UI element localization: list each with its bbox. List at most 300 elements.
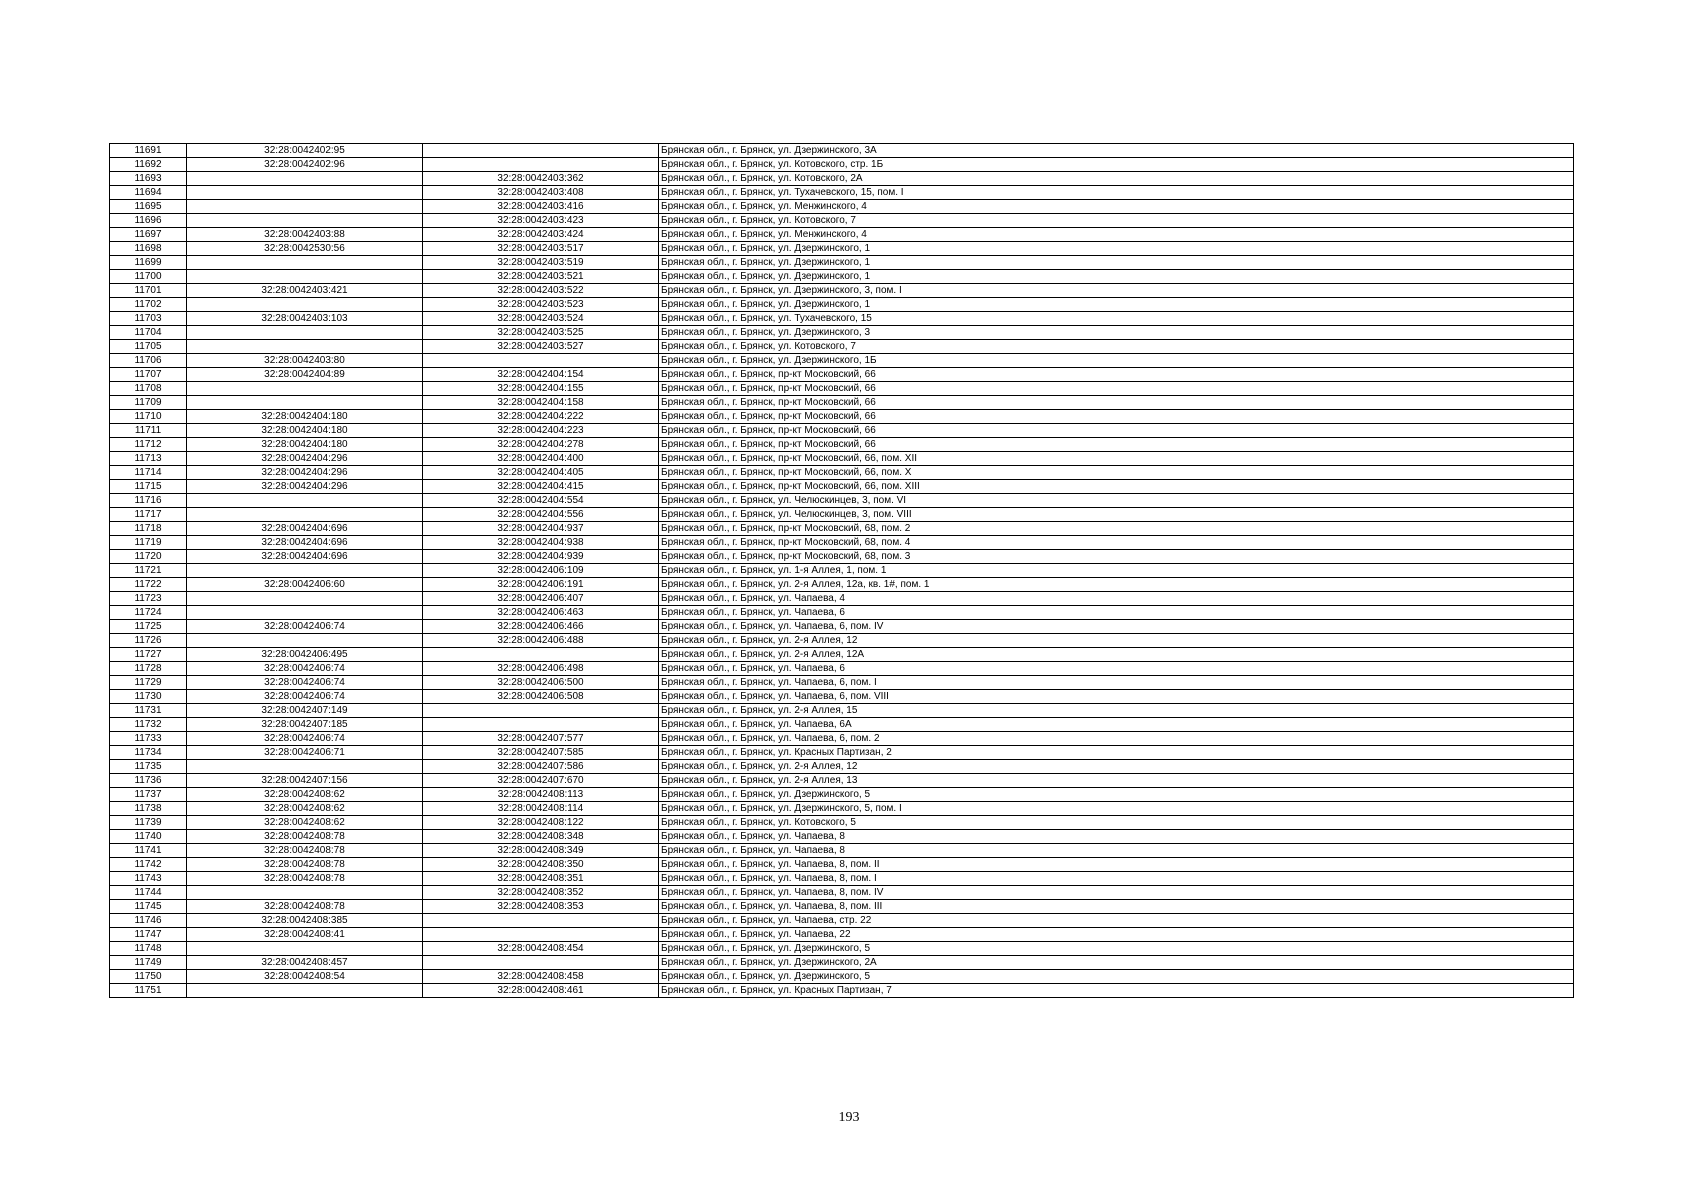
- address-cell: Брянская обл., г. Брянск, ул. 2-я Аллея, 15: [659, 704, 1574, 718]
- row-number-cell: 11726: [110, 634, 187, 648]
- address-cell: Брянская обл., г. Брянск, ул. Чапаева, 6, пом. VIII: [659, 690, 1574, 704]
- land-cadastral-number-cell: 32:28:0042406:74: [187, 690, 423, 704]
- land-cadastral-number-cell: [187, 396, 423, 410]
- address-cell: Брянская обл., г. Брянск, пр-кт Московский, 66, пом. XII: [659, 452, 1574, 466]
- row-number-cell: 11717: [110, 508, 187, 522]
- object-cadastral-number-cell: 32:28:0042408:350: [423, 858, 659, 872]
- table-row: [110, 830, 1574, 844]
- land-cadastral-number-cell: 32:28:0042403:421: [187, 284, 423, 298]
- land-cadastral-number-cell: [187, 592, 423, 606]
- object-cadastral-number-cell: 32:28:0042407:586: [423, 760, 659, 774]
- row-number-cell: 11710: [110, 410, 187, 424]
- land-cadastral-number-cell: 32:28:0042408:385: [187, 914, 423, 928]
- table-row: [110, 984, 1574, 998]
- land-cadastral-number-cell: [187, 760, 423, 774]
- address-cell: Брянская обл., г. Брянск, ул. Тухачевского, 15, пом. I: [659, 186, 1574, 200]
- address-cell: Брянская обл., г. Брянск, ул. Чапаева, стр. 22: [659, 914, 1574, 928]
- address-cell: Брянская обл., г. Брянск, пр-кт Московский, 68, пом. 3: [659, 550, 1574, 564]
- address-cell: Брянская обл., г. Брянск, ул. Дзержинского, 3А: [659, 144, 1574, 158]
- land-cadastral-number-cell: 32:28:0042403:103: [187, 312, 423, 326]
- object-cadastral-number-cell: 32:28:0042403:519: [423, 256, 659, 270]
- object-cadastral-number-cell: 32:28:0042404:223: [423, 424, 659, 438]
- address-cell: Брянская обл., г. Брянск, ул. Чапаева, 8, пом. III: [659, 900, 1574, 914]
- land-cadastral-number-cell: 32:28:0042408:78: [187, 830, 423, 844]
- object-cadastral-number-cell: 32:28:0042403:517: [423, 242, 659, 256]
- object-cadastral-number-cell: 32:28:0042408:349: [423, 844, 659, 858]
- object-cadastral-number-cell: 32:28:0042406:488: [423, 634, 659, 648]
- object-cadastral-number-cell: [423, 956, 659, 970]
- table-row: [110, 284, 1574, 298]
- address-cell: Брянская обл., г. Брянск, ул. Дзержинского, 1Б: [659, 354, 1574, 368]
- object-cadastral-number-cell: 32:28:0042403:424: [423, 228, 659, 242]
- land-cadastral-number-cell: 32:28:0042406:74: [187, 620, 423, 634]
- object-cadastral-number-cell: 32:28:0042403:527: [423, 340, 659, 354]
- table-row: [110, 942, 1574, 956]
- address-cell: Брянская обл., г. Брянск, ул. Дзержинского, 1: [659, 270, 1574, 284]
- table-row: [110, 928, 1574, 942]
- object-cadastral-number-cell: 32:28:0042403:524: [423, 312, 659, 326]
- address-cell: Брянская обл., г. Брянск, ул. Чапаева, 8, пом. II: [659, 858, 1574, 872]
- land-cadastral-number-cell: [187, 200, 423, 214]
- land-cadastral-number-cell: 32:28:0042408:62: [187, 816, 423, 830]
- address-cell: Брянская обл., г. Брянск, ул. Дзержинского, 1: [659, 242, 1574, 256]
- row-number-cell: 11749: [110, 956, 187, 970]
- table-row: [110, 606, 1574, 620]
- row-number-cell: 11704: [110, 326, 187, 340]
- table-row: [110, 816, 1574, 830]
- object-cadastral-number-cell: 32:28:0042404:556: [423, 508, 659, 522]
- address-cell: Брянская обл., г. Брянск, ул. Чапаева, 6А: [659, 718, 1574, 732]
- row-number-cell: 11722: [110, 578, 187, 592]
- table-row: [110, 620, 1574, 634]
- row-number-cell: 11743: [110, 872, 187, 886]
- row-number-cell: 11732: [110, 718, 187, 732]
- row-number-cell: 11707: [110, 368, 187, 382]
- land-cadastral-number-cell: 32:28:0042408:62: [187, 802, 423, 816]
- land-cadastral-number-cell: 32:28:0042406:74: [187, 676, 423, 690]
- address-cell: Брянская обл., г. Брянск, ул. Котовского, стр. 1Б: [659, 158, 1574, 172]
- table-row: [110, 732, 1574, 746]
- address-cell: Брянская обл., г. Брянск, ул. Котовского, 5: [659, 816, 1574, 830]
- row-number-cell: 11738: [110, 802, 187, 816]
- row-number-cell: 11720: [110, 550, 187, 564]
- row-number-cell: 11716: [110, 494, 187, 508]
- land-cadastral-number-cell: [187, 326, 423, 340]
- address-cell: Брянская обл., г. Брянск, ул. Менжинского, 4: [659, 200, 1574, 214]
- table-row: [110, 382, 1574, 396]
- land-cadastral-number-cell: 32:28:0042406:495: [187, 648, 423, 662]
- table-row: [110, 662, 1574, 676]
- address-cell: Брянская обл., г. Брянск, ул. Дзержинского, 1: [659, 256, 1574, 270]
- row-number-cell: 11706: [110, 354, 187, 368]
- object-cadastral-number-cell: 32:28:0042404:937: [423, 522, 659, 536]
- object-cadastral-number-cell: [423, 158, 659, 172]
- object-cadastral-number-cell: 32:28:0042406:508: [423, 690, 659, 704]
- table-row: [110, 256, 1574, 270]
- table-row: [110, 480, 1574, 494]
- address-cell: Брянская обл., г. Брянск, ул. Красных Партизан, 2: [659, 746, 1574, 760]
- row-number-cell: 11695: [110, 200, 187, 214]
- land-cadastral-number-cell: 32:28:0042402:95: [187, 144, 423, 158]
- table-row: [110, 144, 1574, 158]
- land-cadastral-number-cell: 32:28:0042404:180: [187, 410, 423, 424]
- land-cadastral-number-cell: 32:28:0042407:156: [187, 774, 423, 788]
- object-cadastral-number-cell: 32:28:0042403:523: [423, 298, 659, 312]
- land-cadastral-number-cell: [187, 606, 423, 620]
- object-cadastral-number-cell: 32:28:0042406:463: [423, 606, 659, 620]
- row-number-cell: 11731: [110, 704, 187, 718]
- address-cell: Брянская обл., г. Брянск, ул. Дзержинского, 5, пом. I: [659, 802, 1574, 816]
- object-cadastral-number-cell: 32:28:0042403:521: [423, 270, 659, 284]
- table-row: [110, 858, 1574, 872]
- object-cadastral-number-cell: 32:28:0042403:525: [423, 326, 659, 340]
- table-row: [110, 368, 1574, 382]
- object-cadastral-number-cell: 32:28:0042404:938: [423, 536, 659, 550]
- land-cadastral-number-cell: 32:28:0042408:54: [187, 970, 423, 984]
- page-number: 193: [838, 1110, 860, 1125]
- object-cadastral-number-cell: 32:28:0042408:454: [423, 942, 659, 956]
- land-cadastral-number-cell: [187, 494, 423, 508]
- row-number-cell: 11696: [110, 214, 187, 228]
- object-cadastral-number-cell: 32:28:0042406:109: [423, 564, 659, 578]
- table-row: [110, 158, 1574, 172]
- table-row: [110, 522, 1574, 536]
- address-cell: Брянская обл., г. Брянск, ул. Чапаева, 8: [659, 830, 1574, 844]
- object-cadastral-number-cell: 32:28:0042408:122: [423, 816, 659, 830]
- address-cell: Брянская обл., г. Брянск, ул. Дзержинского, 5: [659, 788, 1574, 802]
- object-cadastral-number-cell: 32:28:0042408:352: [423, 886, 659, 900]
- address-cell: Брянская обл., г. Брянск, ул. Дзержинского, 1: [659, 298, 1574, 312]
- object-cadastral-number-cell: 32:28:0042408:113: [423, 788, 659, 802]
- address-cell: Брянская обл., г. Брянск, пр-кт Московский, 66: [659, 424, 1574, 438]
- address-cell: Брянская обл., г. Брянск, ул. 2-я Аллея, 12А: [659, 648, 1574, 662]
- object-cadastral-number-cell: 32:28:0042404:222: [423, 410, 659, 424]
- table-row: [110, 648, 1574, 662]
- table-row: [110, 270, 1574, 284]
- object-cadastral-number-cell: 32:28:0042404:278: [423, 438, 659, 452]
- row-number-cell: 11740: [110, 830, 187, 844]
- row-number-cell: 11700: [110, 270, 187, 284]
- land-cadastral-number-cell: 32:28:0042404:89: [187, 368, 423, 382]
- table-row: [110, 354, 1574, 368]
- table-row: [110, 900, 1574, 914]
- row-number-cell: 11728: [110, 662, 187, 676]
- address-cell: Брянская обл., г. Брянск, ул. Менжинского, 4: [659, 228, 1574, 242]
- address-cell: Брянская обл., г. Брянск, ул. Красных Партизан, 7: [659, 984, 1574, 998]
- address-cell: Брянская обл., г. Брянск, ул. Котовского, 7: [659, 214, 1574, 228]
- land-cadastral-number-cell: [187, 564, 423, 578]
- land-cadastral-number-cell: [187, 172, 423, 186]
- object-cadastral-number-cell: 32:28:0042408:458: [423, 970, 659, 984]
- object-cadastral-number-cell: [423, 354, 659, 368]
- row-number-cell: 11736: [110, 774, 187, 788]
- object-cadastral-number-cell: 32:28:0042404:158: [423, 396, 659, 410]
- land-cadastral-number-cell: 32:28:0042408:78: [187, 900, 423, 914]
- land-cadastral-number-cell: 32:28:0042408:78: [187, 844, 423, 858]
- land-cadastral-number-cell: [187, 214, 423, 228]
- object-cadastral-number-cell: 32:28:0042403:408: [423, 186, 659, 200]
- table-row: [110, 914, 1574, 928]
- table-row: [110, 592, 1574, 606]
- row-number-cell: 11741: [110, 844, 187, 858]
- land-cadastral-number-cell: 32:28:0042407:149: [187, 704, 423, 718]
- object-cadastral-number-cell: 32:28:0042406:191: [423, 578, 659, 592]
- table-row: [110, 396, 1574, 410]
- row-number-cell: 11739: [110, 816, 187, 830]
- table-row: [110, 494, 1574, 508]
- table-row: [110, 676, 1574, 690]
- address-cell: Брянская обл., г. Брянск, ул. Дзержинского, 3, пом. I: [659, 284, 1574, 298]
- land-cadastral-number-cell: 32:28:0042406:60: [187, 578, 423, 592]
- land-cadastral-number-cell: 32:28:0042530:56: [187, 242, 423, 256]
- address-cell: Брянская обл., г. Брянск, пр-кт Московский, 66, пом. X: [659, 466, 1574, 480]
- object-cadastral-number-cell: 32:28:0042403:522: [423, 284, 659, 298]
- table-row: [110, 508, 1574, 522]
- land-cadastral-number-cell: 32:28:0042406:74: [187, 732, 423, 746]
- row-number-cell: 11737: [110, 788, 187, 802]
- row-number-cell: 11723: [110, 592, 187, 606]
- object-cadastral-number-cell: 32:28:0042407:585: [423, 746, 659, 760]
- address-cell: Брянская обл., г. Брянск, ул. 2-я Аллея, 12: [659, 760, 1574, 774]
- table-row: [110, 578, 1574, 592]
- land-cadastral-number-cell: [187, 984, 423, 998]
- object-cadastral-number-cell: 32:28:0042408:351: [423, 872, 659, 886]
- land-cadastral-number-cell: [187, 634, 423, 648]
- table-row: [110, 326, 1574, 340]
- object-cadastral-number-cell: 32:28:0042407:577: [423, 732, 659, 746]
- address-cell: Брянская обл., г. Брянск, ул. Тухачевского, 15: [659, 312, 1574, 326]
- row-number-cell: 11712: [110, 438, 187, 452]
- table-row: [110, 886, 1574, 900]
- land-cadastral-number-cell: 32:28:0042404:296: [187, 466, 423, 480]
- land-cadastral-number-cell: 32:28:0042406:71: [187, 746, 423, 760]
- land-cadastral-number-cell: [187, 886, 423, 900]
- land-cadastral-number-cell: [187, 508, 423, 522]
- address-cell: Брянская обл., г. Брянск, ул. 2-я Аллея, 13: [659, 774, 1574, 788]
- table-row: [110, 970, 1574, 984]
- land-cadastral-number-cell: 32:28:0042404:180: [187, 438, 423, 452]
- land-cadastral-number-cell: 32:28:0042404:696: [187, 550, 423, 564]
- table-row: [110, 228, 1574, 242]
- address-cell: Брянская обл., г. Брянск, пр-кт Московский, 66, пом. XIII: [659, 480, 1574, 494]
- table-row: [110, 634, 1574, 648]
- table-row: [110, 774, 1574, 788]
- row-number-cell: 11718: [110, 522, 187, 536]
- object-cadastral-number-cell: 32:28:0042404:154: [423, 368, 659, 382]
- row-number-cell: 11733: [110, 732, 187, 746]
- table-row: [110, 172, 1574, 186]
- land-cadastral-number-cell: 32:28:0042408:457: [187, 956, 423, 970]
- row-number-cell: 11713: [110, 452, 187, 466]
- table-row: [110, 788, 1574, 802]
- address-cell: Брянская обл., г. Брянск, ул. Чапаева, 4: [659, 592, 1574, 606]
- row-number-cell: 11751: [110, 984, 187, 998]
- table-row: [110, 340, 1574, 354]
- object-cadastral-number-cell: 32:28:0042404:554: [423, 494, 659, 508]
- table-row: [110, 872, 1574, 886]
- row-number-cell: 11711: [110, 424, 187, 438]
- row-number-cell: 11750: [110, 970, 187, 984]
- address-cell: Брянская обл., г. Брянск, пр-кт Московский, 66: [659, 382, 1574, 396]
- table-row: [110, 564, 1574, 578]
- row-number-cell: 11721: [110, 564, 187, 578]
- row-number-cell: 11705: [110, 340, 187, 354]
- table-row: [110, 956, 1574, 970]
- row-number-cell: 11730: [110, 690, 187, 704]
- land-cadastral-number-cell: [187, 298, 423, 312]
- land-cadastral-number-cell: [187, 256, 423, 270]
- object-cadastral-number-cell: 32:28:0042408:114: [423, 802, 659, 816]
- table-row: [110, 410, 1574, 424]
- row-number-cell: 11691: [110, 144, 187, 158]
- address-cell: Брянская обл., г. Брянск, ул. Чапаева, 22: [659, 928, 1574, 942]
- address-cell: Брянская обл., г. Брянск, ул. Чапаева, 6, пом. 2: [659, 732, 1574, 746]
- land-cadastral-number-cell: 32:28:0042404:696: [187, 536, 423, 550]
- object-cadastral-number-cell: 32:28:0042406:498: [423, 662, 659, 676]
- address-cell: Брянская обл., г. Брянск, ул. Чапаева, 6, пом. I: [659, 676, 1574, 690]
- object-cadastral-number-cell: 32:28:0042406:407: [423, 592, 659, 606]
- land-cadastral-number-cell: 32:28:0042407:185: [187, 718, 423, 732]
- address-cell: Брянская обл., г. Брянск, ул. Челюскинцев, 3, пом. VIII: [659, 508, 1574, 522]
- object-cadastral-number-cell: [423, 914, 659, 928]
- land-cadastral-number-cell: 32:28:0042404:296: [187, 480, 423, 494]
- table-row: [110, 200, 1574, 214]
- row-number-cell: 11727: [110, 648, 187, 662]
- land-cadastral-number-cell: 32:28:0042402:96: [187, 158, 423, 172]
- row-number-cell: 11692: [110, 158, 187, 172]
- land-cadastral-number-cell: [187, 382, 423, 396]
- object-cadastral-number-cell: 32:28:0042403:423: [423, 214, 659, 228]
- land-cadastral-number-cell: 32:28:0042408:78: [187, 872, 423, 886]
- table-row: [110, 214, 1574, 228]
- row-number-cell: 11742: [110, 858, 187, 872]
- table-row: [110, 704, 1574, 718]
- land-cadastral-number-cell: 32:28:0042404:696: [187, 522, 423, 536]
- row-number-cell: 11698: [110, 242, 187, 256]
- object-cadastral-number-cell: 32:28:0042407:670: [423, 774, 659, 788]
- row-number-cell: 11719: [110, 536, 187, 550]
- land-cadastral-number-cell: 32:28:0042404:296: [187, 452, 423, 466]
- row-number-cell: 11715: [110, 480, 187, 494]
- land-cadastral-number-cell: 32:28:0042406:74: [187, 662, 423, 676]
- land-cadastral-number-cell: [187, 340, 423, 354]
- row-number-cell: 11748: [110, 942, 187, 956]
- table-row: [110, 550, 1574, 564]
- address-cell: Брянская обл., г. Брянск, пр-кт Московский, 66: [659, 396, 1574, 410]
- address-cell: Брянская обл., г. Брянск, ул. Дзержинского, 5: [659, 942, 1574, 956]
- land-cadastral-number-cell: 32:28:0042408:78: [187, 858, 423, 872]
- address-cell: Брянская обл., г. Брянск, пр-кт Московский, 66: [659, 368, 1574, 382]
- land-cadastral-number-cell: 32:28:0042408:62: [187, 788, 423, 802]
- address-cell: Брянская обл., г. Брянск, пр-кт Московский, 68, пом. 4: [659, 536, 1574, 550]
- table-row: [110, 466, 1574, 480]
- row-number-cell: 11701: [110, 284, 187, 298]
- address-cell: Брянская обл., г. Брянск, ул. 1-я Аллея, 1, пом. 1: [659, 564, 1574, 578]
- row-number-cell: 11708: [110, 382, 187, 396]
- address-cell: Брянская обл., г. Брянск, ул. Котовского, 7: [659, 340, 1574, 354]
- object-cadastral-number-cell: 32:28:0042408:461: [423, 984, 659, 998]
- address-cell: Брянская обл., г. Брянск, ул. Челюскинцев, 3, пом. VI: [659, 494, 1574, 508]
- table-row: [110, 312, 1574, 326]
- address-cell: Брянская обл., г. Брянск, ул. Чапаева, 8, пом. I: [659, 872, 1574, 886]
- row-number-cell: 11729: [110, 676, 187, 690]
- table-row: [110, 298, 1574, 312]
- land-cadastral-number-cell: 32:28:0042403:80: [187, 354, 423, 368]
- land-cadastral-number-cell: [187, 270, 423, 284]
- cadastral-table-body: [110, 144, 1574, 998]
- object-cadastral-number-cell: [423, 704, 659, 718]
- object-cadastral-number-cell: 32:28:0042406:500: [423, 676, 659, 690]
- object-cadastral-number-cell: 32:28:0042408:348: [423, 830, 659, 844]
- row-number-cell: 11714: [110, 466, 187, 480]
- object-cadastral-number-cell: 32:28:0042403:362: [423, 172, 659, 186]
- row-number-cell: 11745: [110, 900, 187, 914]
- address-cell: Брянская обл., г. Брянск, ул. Дзержинского, 3: [659, 326, 1574, 340]
- address-cell: Брянская обл., г. Брянск, ул. Чапаева, 8, пом. IV: [659, 886, 1574, 900]
- land-cadastral-number-cell: 32:28:0042404:180: [187, 424, 423, 438]
- row-number-cell: 11735: [110, 760, 187, 774]
- object-cadastral-number-cell: 32:28:0042404:405: [423, 466, 659, 480]
- object-cadastral-number-cell: 32:28:0042404:155: [423, 382, 659, 396]
- address-cell: Брянская обл., г. Брянск, ул. 2-я Аллея, 12: [659, 634, 1574, 648]
- row-number-cell: 11744: [110, 886, 187, 900]
- object-cadastral-number-cell: 32:28:0042404:415: [423, 480, 659, 494]
- address-cell: Брянская обл., г. Брянск, ул. Чапаева, 6, пом. IV: [659, 620, 1574, 634]
- address-cell: Брянская обл., г. Брянск, ул. Котовского, 2А: [659, 172, 1574, 186]
- address-cell: Брянская обл., г. Брянск, ул. Чапаева, 8: [659, 844, 1574, 858]
- row-number-cell: 11734: [110, 746, 187, 760]
- table-row: [110, 424, 1574, 438]
- table-row: [110, 438, 1574, 452]
- object-cadastral-number-cell: 32:28:0042404:400: [423, 452, 659, 466]
- address-cell: Брянская обл., г. Брянск, ул. 2-я Аллея, 12а, кв. 1#, пом. 1: [659, 578, 1574, 592]
- row-number-cell: 11724: [110, 606, 187, 620]
- object-cadastral-number-cell: 32:28:0042404:939: [423, 550, 659, 564]
- row-number-cell: 11703: [110, 312, 187, 326]
- table-row: [110, 718, 1574, 732]
- table-row: [110, 746, 1574, 760]
- address-cell: Брянская обл., г. Брянск, ул. Чапаева, 6: [659, 662, 1574, 676]
- table-row: [110, 802, 1574, 816]
- land-cadastral-number-cell: [187, 186, 423, 200]
- row-number-cell: 11694: [110, 186, 187, 200]
- address-cell: Брянская обл., г. Брянск, ул. Дзержинского, 2А: [659, 956, 1574, 970]
- address-cell: Брянская обл., г. Брянск, пр-кт Московский, 68, пом. 2: [659, 522, 1574, 536]
- row-number-cell: 11697: [110, 228, 187, 242]
- address-cell: Брянская обл., г. Брянск, пр-кт Московский, 66: [659, 438, 1574, 452]
- row-number-cell: 11693: [110, 172, 187, 186]
- address-cell: Брянская обл., г. Брянск, пр-кт Московский, 66: [659, 410, 1574, 424]
- object-cadastral-number-cell: 32:28:0042408:353: [423, 900, 659, 914]
- row-number-cell: 11746: [110, 914, 187, 928]
- table-row: [110, 844, 1574, 858]
- object-cadastral-number-cell: 32:28:0042406:466: [423, 620, 659, 634]
- table-row: [110, 690, 1574, 704]
- row-number-cell: 11747: [110, 928, 187, 942]
- row-number-cell: 11725: [110, 620, 187, 634]
- address-cell: Брянская обл., г. Брянск, ул. Чапаева, 6: [659, 606, 1574, 620]
- table-row: [110, 536, 1574, 550]
- land-cadastral-number-cell: 32:28:0042408:41: [187, 928, 423, 942]
- address-cell: Брянская обл., г. Брянск, ул. Дзержинского, 5: [659, 970, 1574, 984]
- object-cadastral-number-cell: 32:28:0042403:416: [423, 200, 659, 214]
- row-number-cell: 11709: [110, 396, 187, 410]
- table-row: [110, 242, 1574, 256]
- row-number-cell: 11702: [110, 298, 187, 312]
- cadastral-table: [109, 143, 1574, 998]
- table-row: [110, 452, 1574, 466]
- row-number-cell: 11699: [110, 256, 187, 270]
